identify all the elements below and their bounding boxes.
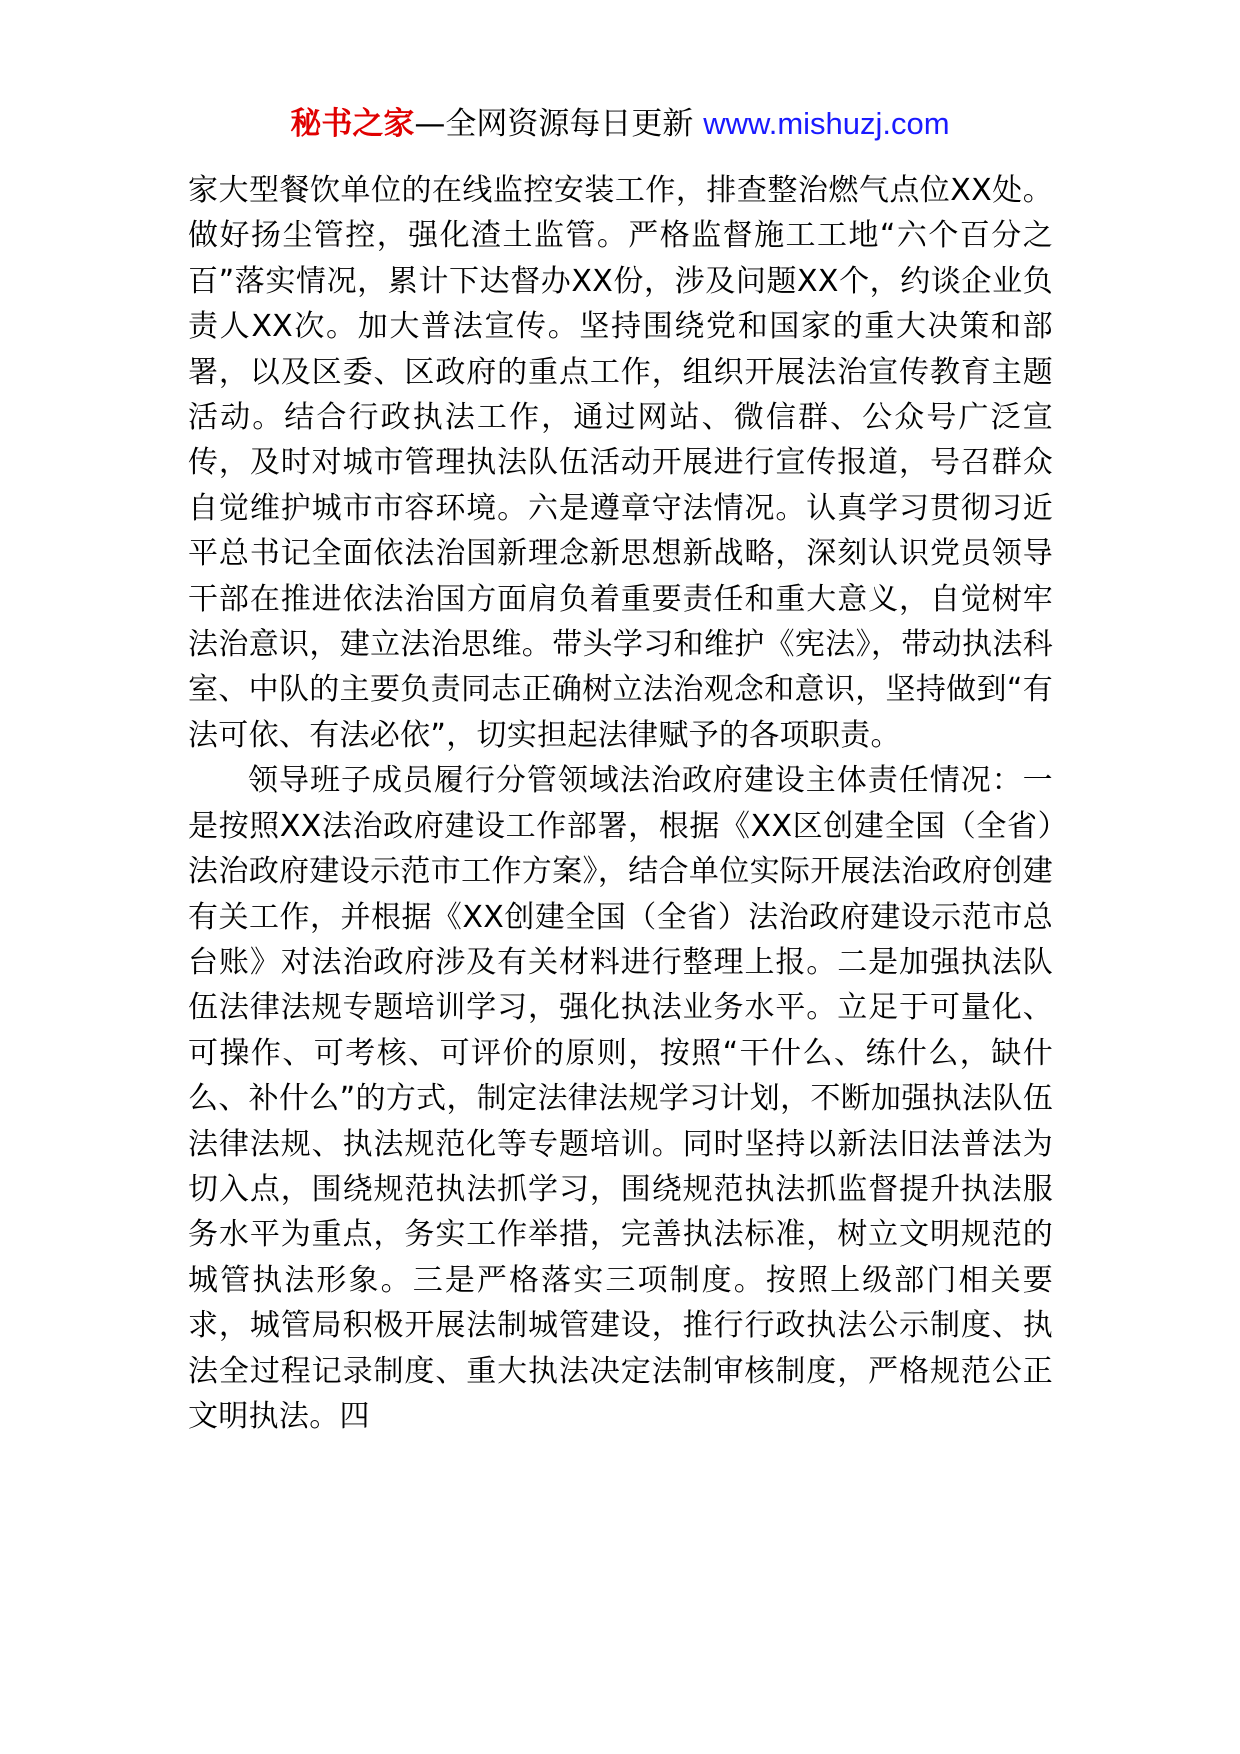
- site-header: [0, 104, 1240, 144]
- header-tagline: —全网资源每日更新: [414, 106, 694, 142]
- paragraph-leadership-responsibility: 领导班子成员履行分管领域法治政府建设主体责任情况：一是按照XX法治政府建设工作部署，根据《XX区创建全国（全省）法治政府建设示范市工作方案》，结合单位实际开展法治政府创建有关工作，并根据《XX创建全国（全省）法治政府建设示范市总台账》对法治政府涉及有关材料进行整理上报。二是加强执法队伍法律法规专题培训学习，强化执法业务水平。立足于可量化、可操作、可考核、可评价的原则，按照“干什么、练什么，缺什么、补什么”的方式，制定法律法规学习计划，不断加强执法队伍法律法规、执法规范化等专题培训。同时坚持以新法旧法普法为切入点，围绕规范执法抓学习，围绕规范执法抓监督提升执法服务水平为重点，务实工作举措，完善执法标准，树立文明规范的城管执法形象。三是严格落实三项制度。按照上级部门相关要求，城管局积极开展法制城管建设，推行行政执法公示制度、执法全过程记录制度、重大执法决定法制审核制度，严格规范公正文明执法。四: [188, 763, 1053, 1434]
- document-body: [188, 168, 1053, 1439]
- paragraph-continued: 家大型餐饮单位的在线监控安装工作，排查整治燃气点位XX处。做好扬尘管控，强化渣土监管。严格监督施工工地“六个百分之百”落实情况，累计下达督办XX份，涉及问题XX个，约谈企业负责人XX次。加大普法宣传。坚持围绕党和国家的重大决策和部署，以及区委、区政府的重点工作，组织开展法治宣传教育主题活动。结合行政执法工作，通过网站、微信群、公众号广泛宣传，及时对城市管理执法队伍活动开展进行宣传报道，号召群众自觉维护城市市容环境。六是遵章守法情况。认真学习贯彻习近平总书记全面依法治国新理念新思想新战略，深刻认识党员领导干部在推进依法治国方面肩负着重要责任和重大意义，自觉树牢法治意识，建立法治思维。带头学习和维护《宪法》，带动执法科室、中队的主要负责同志正确树立法治观念和意识，坚持做到“有法可依、有法必依”，切实担起法律赋予的各项职责。: [188, 173, 1053, 753]
- site-url-link[interactable]: www.mishuzj.com: [703, 106, 950, 141]
- brand-name: 秘书之家: [290, 106, 415, 142]
